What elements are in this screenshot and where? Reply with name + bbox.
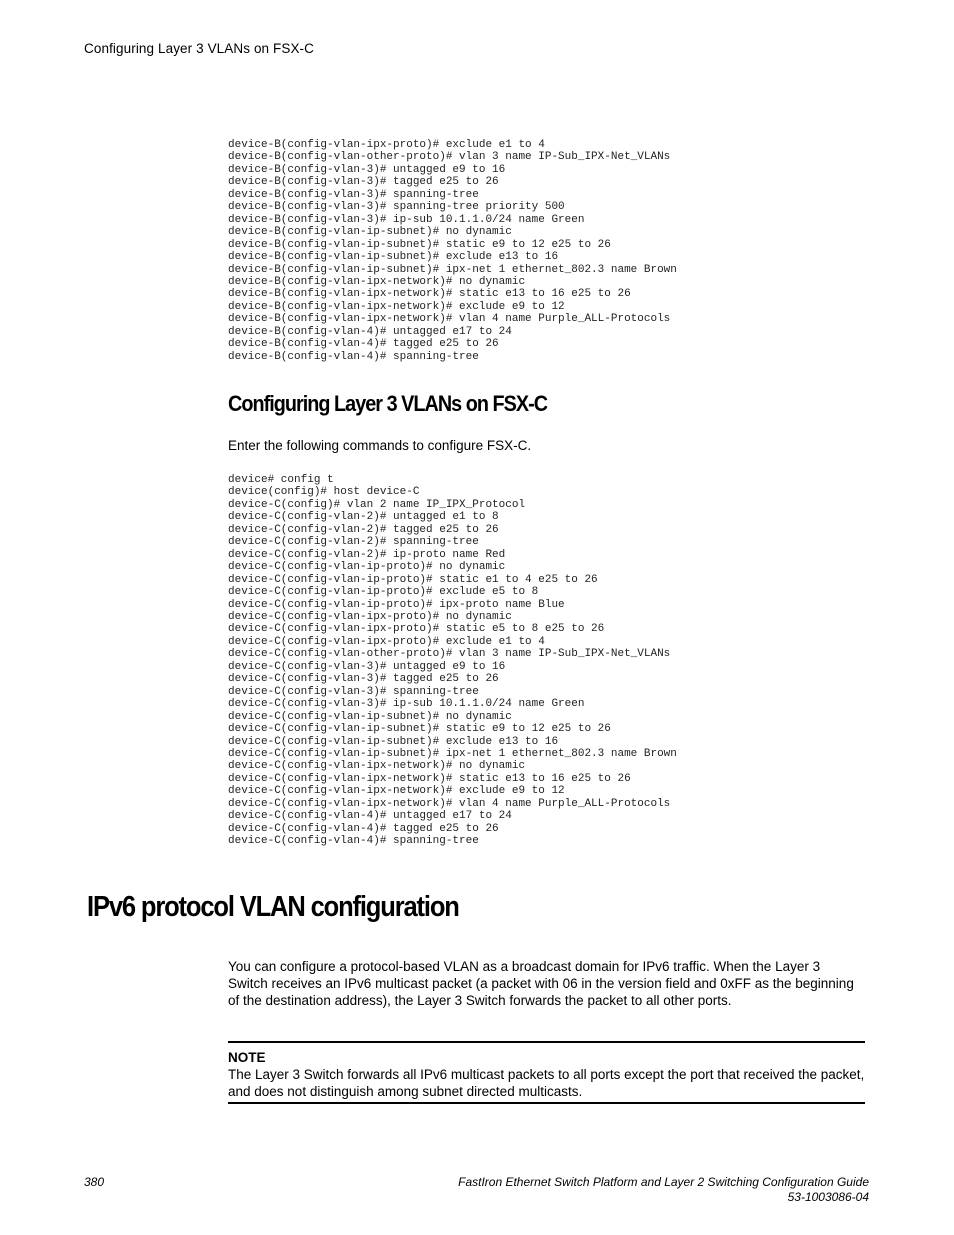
footer-doc-number: 53-1003086-04	[787, 1190, 869, 1204]
code-block-device-c: device# config t device(config)# host device-C device-C(config)# vlan 2 name IP_IPX_Protocol device-C(config-vlan-2)# untagged e1 to 8 device-C(config-vlan-2)# tagged e25 to 26 device-C(config-vlan-2)# spanning-tree device-C(config-vlan-2)# ip-proto name Red device-C(config-vlan-ip-proto)# no dynamic device-C(config-vlan-ip-proto)# static e1 to 4 e25 to 26 device-C(config-vlan-ip-proto)# exclude e5 to 8 device-C(config-vlan-ip-proto)# ipx-proto name Blue device-C(config-vlan-ipx-proto)# no dynamic device-C(config-vlan-ipx-proto)# static e5 to 8 e25 to 26 device-C(config-vlan-ipx-proto)# exclude e1 to 4 device-C(config-vlan-other-proto)# vlan 3 name IP-Sub_IPX-Net_VLANs device-C(config-vlan-3)# untagged e9 to 16 device-C(config-vlan-3)# tagged e25 to 26 device-C(config-vlan-3)# spanning-tree device-C(config-vlan-3)# ip-sub 10.1.1.0/24 name Green device-C(config-vlan-ip-subnet)# no dynamic device-C(config-vlan-ip-subnet)# static e9 to 12 e25 to 26 device-C(config-vlan-ip-subnet)# exclude e13 to 16 device-C(config-vlan-ip-subnet)# ipx-net 1 ethernet_802.3 name Brown device-C(config-vlan-ipx-network)# no dynamic device-C(config-vlan-ipx-network)# static e13 to 16 e25 to 26 device-C(config-vlan-ipx-network)# exclude e9 to 12 device-C(config-vlan-ipx-network)# vlan 4 name Purple_ALL-Protocols device-C(config-vlan-4)# untagged e17 to 24 device-C(config-vlan-4)# tagged e25 to 26 device-C(config-vlan-4)# spanning-tree	[228, 474, 677, 848]
note-box	[228, 1041, 865, 1104]
section-heading-fsx-c: Configuring Layer 3 VLANs on FSX-C	[228, 391, 548, 416]
ipv6-section-heading: IPv6 protocol VLAN configuration	[87, 891, 459, 923]
code-block-device-b: device-B(config-vlan-ipx-proto)# exclude e1 to 4 device-B(config-vlan-other-proto)# vlan 3 name IP-Sub_IPX-Net_VLANs device-B(config-vlan-3)# untagged e9 to 16 device-B(config-vlan-3)# tagged e25 to 26 device-B(config-vlan-3)# spanning-tree device-B(config-vlan-3)# spanning-tree priority 500 device-B(config-vlan-3)# ip-sub 10.1.1.0/24 name Green device-B(config-vlan-ip-subnet)# no dynamic device-B(config-vlan-ip-subnet)# static e9 to 12 e25 to 26 device-B(config-vlan-ip-subnet)# exclude e13 to 16 device-B(config-vlan-ip-subnet)# ipx-net 1 ethernet_802.3 name Brown device-B(config-vlan-ipx-network)# no dynamic device-B(config-vlan-ipx-network)# static e13 to 16 e25 to 26 device-B(config-vlan-ipx-network)# exclude e9 to 12 device-B(config-vlan-ipx-network)# vlan 4 name Purple_ALL-Protocols device-B(config-vlan-4)# untagged e17 to 24 device-B(config-vlan-4)# tagged e25 to 26 device-B(config-vlan-4)# spanning-tree	[228, 139, 677, 363]
running-header: Configuring Layer 3 VLANs on FSX-C	[84, 41, 315, 56]
footer-doc-info	[458, 1175, 869, 1205]
footer-book-title: FastIron Ethernet Switch Platform and Layer 2 Switching Configuration Guide	[458, 1175, 869, 1189]
section-intro: Enter the following commands to configure FSX-C.	[228, 438, 532, 453]
footer-page-number: 380	[84, 1175, 105, 1189]
note-text: The Layer 3 Switch forwards all IPv6 multicast packets to all ports except the port that received the packet, and does not distinguish among subnet directed multicasts.	[228, 1067, 865, 1099]
ipv6-paragraph: You can configure a protocol-based VLAN as a broadcast domain for IPv6 traffic. When the Layer 3 Switch receives an IPv6 multicast packet (a packet with 06 in the version field and 0xFF as the beginning of the destination address), the Layer 3 Switch forwards the packet to all other ports.	[228, 959, 854, 1008]
note-label: NOTE	[228, 1050, 266, 1065]
